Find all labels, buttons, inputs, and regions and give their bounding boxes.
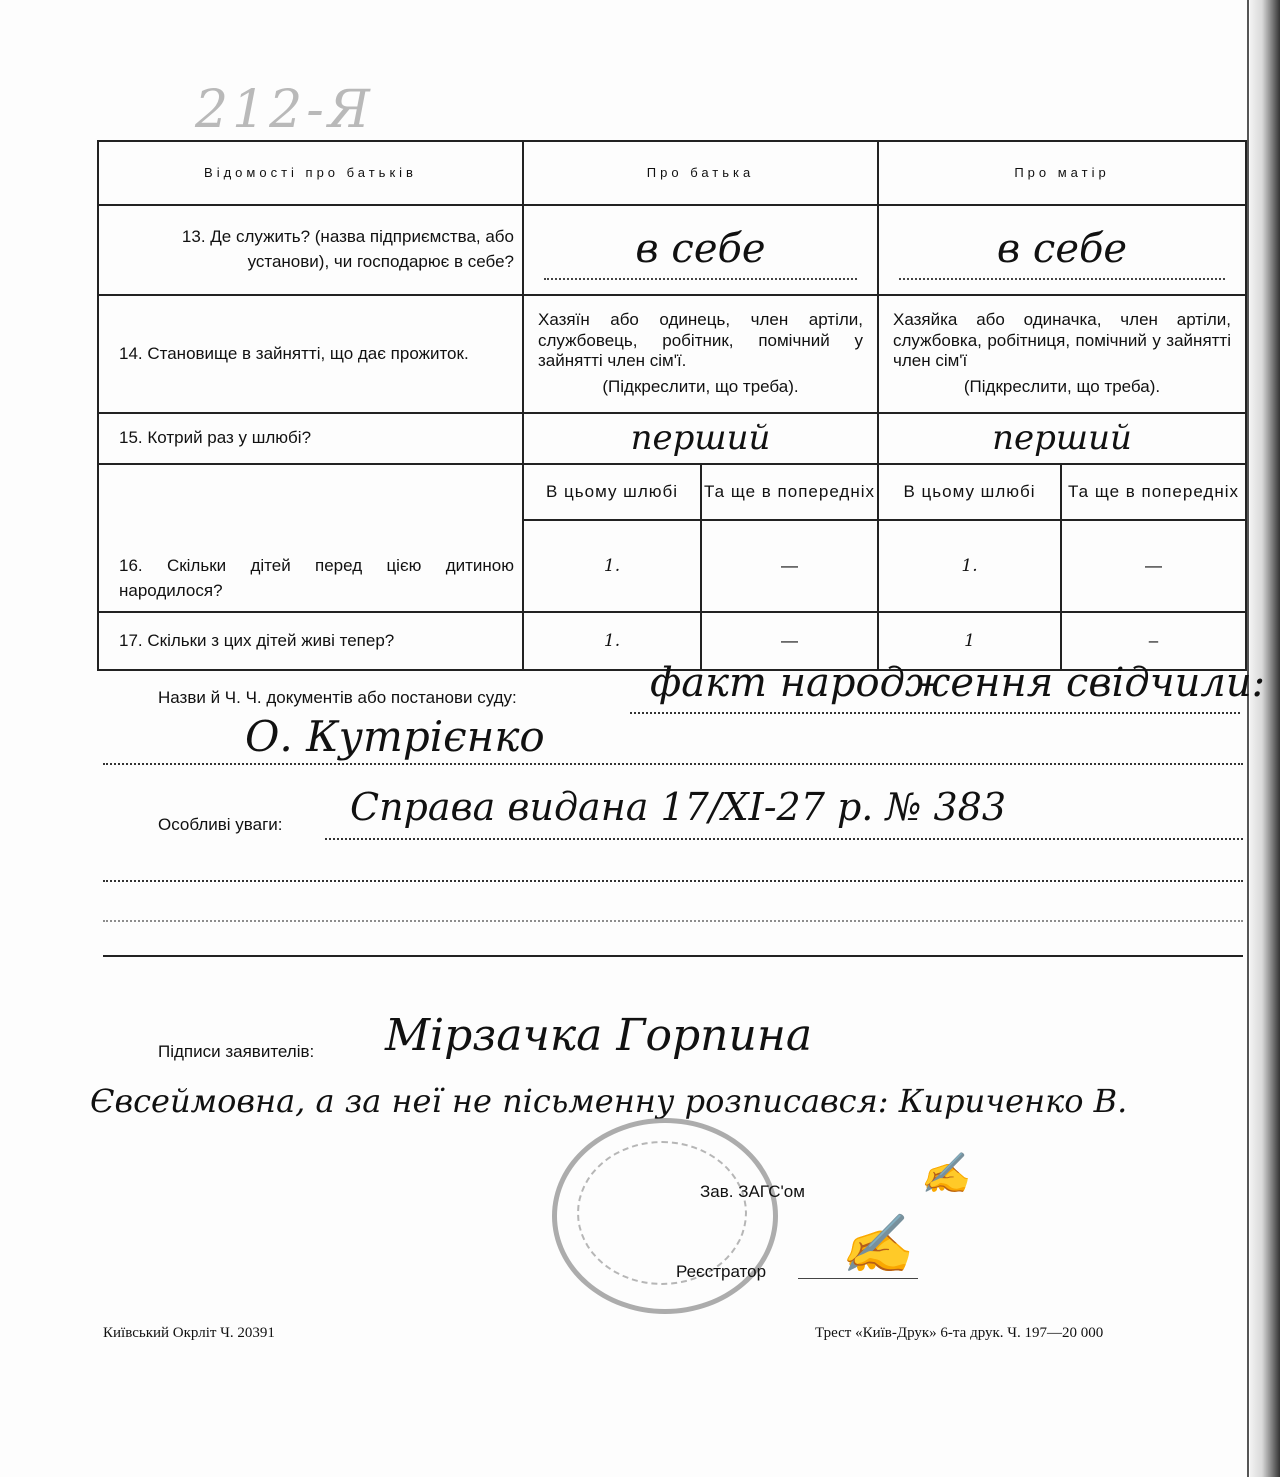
- pencil-page-number: 212-Я: [195, 80, 374, 140]
- row-subheader: [98, 464, 1246, 520]
- sub-mother-this: В цьому шлюбі: [878, 464, 1061, 520]
- table-header-row: [98, 141, 1246, 205]
- notes-dotted-line-1: [325, 838, 1243, 840]
- official-stamp: [552, 1118, 778, 1314]
- q13-father-answer: в себе: [544, 220, 857, 280]
- docs-label: Назви й Ч. Ч. документів або постанови суду:: [158, 688, 517, 707]
- notes-solid-line: [103, 955, 1243, 957]
- notes-dotted-line-2: [103, 880, 1243, 882]
- sub-mother-prev: Та ще в попередніх: [1061, 464, 1246, 520]
- registrar-label: Реєстратор: [676, 1262, 767, 1281]
- q14-mother-note: (Підкреслити, що треба).: [963, 377, 1161, 397]
- registrar-signature: ✍: [840, 1210, 913, 1278]
- q17-mother-prev: –: [1061, 612, 1246, 670]
- header-mother: Про матір: [878, 141, 1246, 205]
- parents-info-table: [97, 140, 1247, 671]
- q14-father-options: Хазяїн або одинець, член артіли, службовець, робітник, помічний у зайнятті член сім'ї.: [538, 310, 863, 370]
- zags-head-label: Зав. ЗАГС'ом: [700, 1182, 805, 1201]
- q15-mother-answer: перший: [878, 413, 1246, 464]
- sub-father-this: В цьому шлюбі: [523, 464, 701, 520]
- docs-handwritten-line2: О. Кутрієнко: [245, 712, 545, 761]
- notes-handwritten: Справа видана 17/XI-27 р. № 383: [350, 785, 1007, 829]
- book-binding: [1250, 0, 1280, 1477]
- q17-label: 17. Скільки з цих дітей живі тепер?: [98, 612, 523, 670]
- q14-father-cell: [523, 295, 878, 413]
- docs-dotted-line-2: [103, 763, 1243, 765]
- footer-left: Київський Окрліт Ч. 20391: [103, 1325, 275, 1341]
- page-edge: [1247, 0, 1249, 1477]
- zags-head-signature: ✍: [920, 1151, 970, 1197]
- q17-mother-this: 1: [878, 612, 1061, 670]
- q13-mother-answer: в себе: [899, 220, 1225, 280]
- signature-applicant-1: Мірзачка Горпина: [385, 1010, 813, 1061]
- notes-dotted-line-3: [103, 920, 1243, 922]
- signatures-label: Підписи заявителів:: [158, 1042, 315, 1061]
- signature-applicant-2: Євсеймовна, а за неї не пісьменну розписався: Кириченко В.: [90, 1082, 1128, 1120]
- docs-handwritten-line1: факт народження свідчили:: [650, 660, 1266, 706]
- header-parents-info: Відомості про батьків: [98, 141, 523, 205]
- row-q14: [98, 295, 1246, 413]
- q17-father-this: 1.: [523, 612, 701, 670]
- q13-father-cell: [523, 205, 878, 295]
- q16-father-this: 1.: [523, 520, 701, 612]
- q15-father-answer: перший: [523, 413, 878, 464]
- q14-label: 14. Становище в зайнятті, що дає прожиток.: [98, 295, 523, 413]
- row-q13: [98, 205, 1246, 295]
- q17-father-prev: —: [701, 612, 878, 670]
- q16-mother-prev: —: [1061, 520, 1246, 612]
- q13-mother-cell: [878, 205, 1246, 295]
- q14-mother-cell: [878, 295, 1246, 413]
- docs-dotted-line-1: [630, 712, 1240, 714]
- row-q15: [98, 413, 1246, 464]
- header-father: Про батька: [523, 141, 878, 205]
- q14-father-note: (Підкреслити, що треба).: [602, 377, 799, 397]
- footer-right: Трест «Київ-Друк» 6-та друк. Ч. 197—20 000: [815, 1325, 1104, 1341]
- q14-mother-options: Хазяйка або одиначка, член артіли, службовка, робітниця, помічний у зайнятті член сім'ї: [893, 310, 1231, 370]
- q16-label: 16. Скільки дітей перед цією дитиною народилося?: [98, 464, 523, 612]
- q16-mother-this: 1.: [878, 520, 1061, 612]
- notes-label: Особливі уваги:: [158, 815, 283, 834]
- sub-father-prev: Та ще в попередніх: [701, 464, 878, 520]
- q15-label: 15. Котрий раз у шлюбі?: [98, 413, 523, 464]
- q16-father-prev: —: [701, 520, 878, 612]
- q13-label: 13. Де служить? (назва підприємства, або установи), чи господарює в себе?: [98, 205, 523, 295]
